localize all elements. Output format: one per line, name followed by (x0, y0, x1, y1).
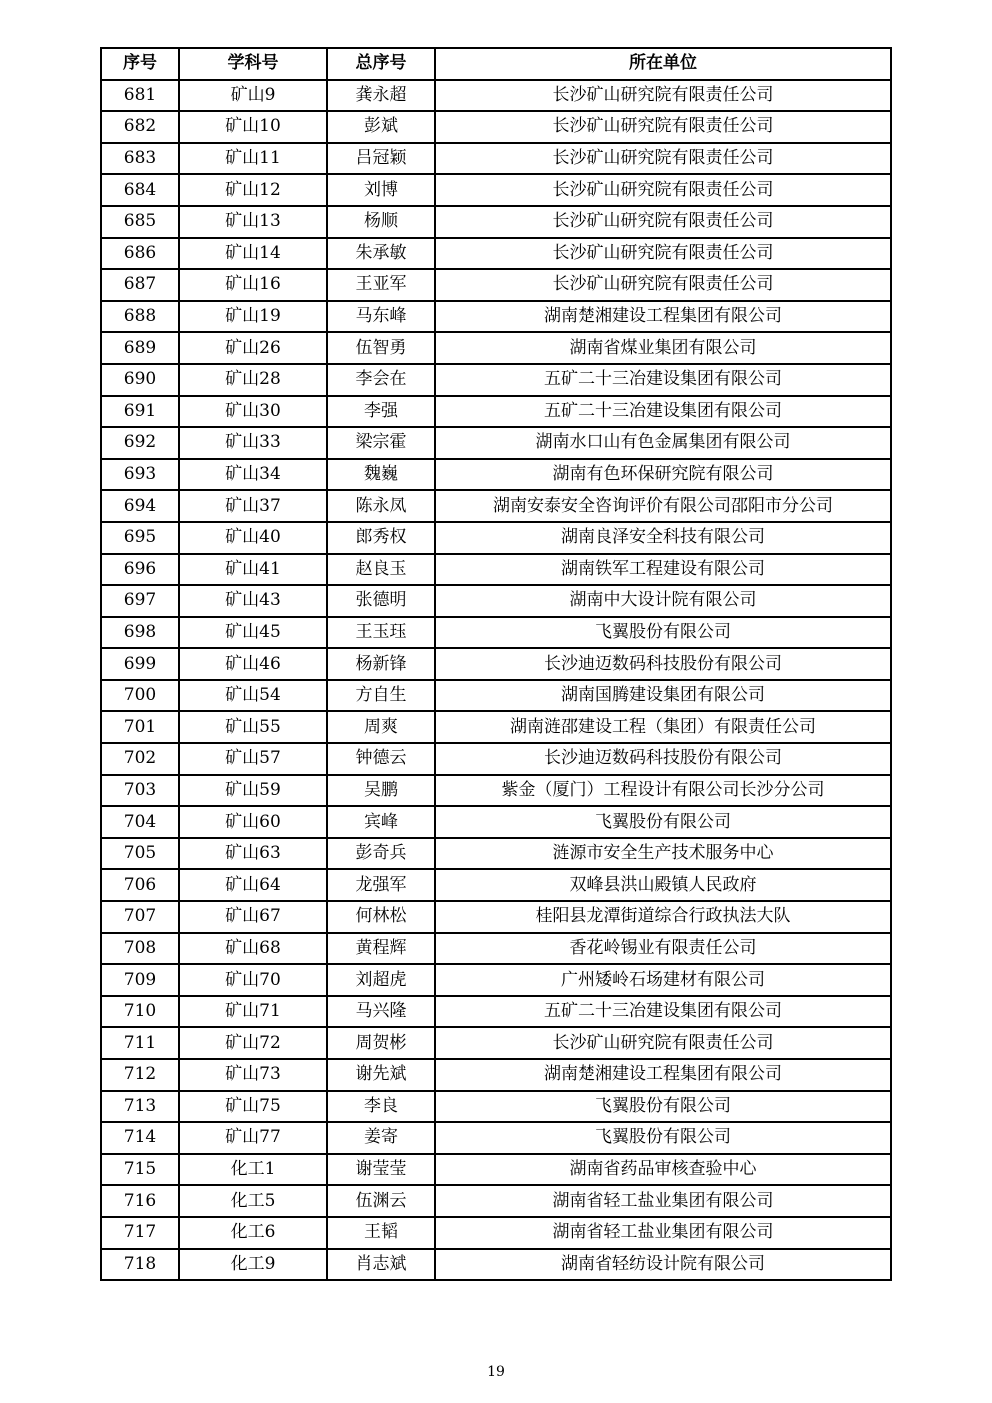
table-row (101, 869, 891, 901)
cell-subject-no: 矿山68 (179, 933, 327, 965)
cell-seq: 695 (101, 522, 179, 554)
cell-subject-no: 矿山73 (179, 1059, 327, 1091)
table-row (101, 775, 891, 807)
cell-subject-no: 矿山75 (179, 1091, 327, 1123)
table-row (101, 648, 891, 680)
cell-unit: 湖南国腾建设集团有限公司 (435, 680, 891, 712)
cell-name: 龚永超 (327, 80, 435, 112)
table-row (101, 680, 891, 712)
cell-seq: 704 (101, 806, 179, 838)
table-row (101, 1217, 891, 1249)
table-row (101, 364, 891, 396)
cell-subject-no: 矿山55 (179, 711, 327, 743)
cell-subject-no: 矿山11 (179, 143, 327, 175)
cell-seq: 699 (101, 648, 179, 680)
cell-unit: 湖南涟邵建设工程（集团）有限责任公司 (435, 711, 891, 743)
cell-seq: 702 (101, 743, 179, 775)
cell-name: 张德明 (327, 585, 435, 617)
cell-subject-no: 矿山57 (179, 743, 327, 775)
cell-name: 刘超虎 (327, 964, 435, 996)
header-subject-no: 学科号 (179, 48, 327, 80)
cell-seq: 698 (101, 617, 179, 649)
cell-seq: 718 (101, 1249, 179, 1281)
cell-seq: 696 (101, 554, 179, 586)
cell-unit: 长沙矿山研究院有限责任公司 (435, 111, 891, 143)
cell-subject-no: 矿山26 (179, 332, 327, 364)
cell-subject-no: 矿山41 (179, 554, 327, 586)
cell-unit: 长沙矿山研究院有限责任公司 (435, 238, 891, 270)
cell-seq: 705 (101, 838, 179, 870)
table-row (101, 1027, 891, 1059)
cell-unit: 湖南省轻工盐业集团有限公司 (435, 1185, 891, 1217)
table-row (101, 143, 891, 175)
cell-subject-no: 矿山40 (179, 522, 327, 554)
table-row (101, 711, 891, 743)
cell-seq: 701 (101, 711, 179, 743)
cell-unit: 飞翼股份有限公司 (435, 1091, 891, 1123)
cell-name: 李良 (327, 1091, 435, 1123)
cell-unit: 长沙矿山研究院有限责任公司 (435, 269, 891, 301)
cell-unit: 湖南省轻纺设计院有限公司 (435, 1249, 891, 1281)
cell-subject-no: 矿山19 (179, 301, 327, 333)
cell-name: 赵良玉 (327, 554, 435, 586)
table-row (101, 554, 891, 586)
cell-name: 方自生 (327, 680, 435, 712)
table-row (101, 396, 891, 428)
cell-name: 伍智勇 (327, 332, 435, 364)
cell-subject-no: 化工1 (179, 1154, 327, 1186)
cell-seq: 700 (101, 680, 179, 712)
cell-unit: 湖南中大设计院有限公司 (435, 585, 891, 617)
cell-unit: 五矿二十三冶建设集团有限公司 (435, 396, 891, 428)
cell-name: 朱承敏 (327, 238, 435, 270)
table-row (101, 522, 891, 554)
cell-subject-no: 矿山71 (179, 996, 327, 1028)
cell-subject-no: 矿山33 (179, 427, 327, 459)
cell-name: 杨新锋 (327, 648, 435, 680)
cell-seq: 712 (101, 1059, 179, 1091)
cell-unit: 五矿二十三冶建设集团有限公司 (435, 996, 891, 1028)
cell-seq: 694 (101, 490, 179, 522)
cell-subject-no: 矿山77 (179, 1122, 327, 1154)
cell-subject-no: 矿山37 (179, 490, 327, 522)
cell-unit: 广州矮岭石场建材有限公司 (435, 964, 891, 996)
header-unit: 所在单位 (435, 48, 891, 80)
cell-seq: 684 (101, 174, 179, 206)
table-row (101, 838, 891, 870)
table-row (101, 490, 891, 522)
cell-seq: 713 (101, 1091, 179, 1123)
cell-unit: 湖南有色环保研究院有限公司 (435, 459, 891, 491)
table-row (101, 933, 891, 965)
table-row (101, 427, 891, 459)
cell-name: 李强 (327, 396, 435, 428)
table-row (101, 206, 891, 238)
table-row (101, 996, 891, 1028)
cell-name: 何林松 (327, 901, 435, 933)
cell-unit: 长沙矿山研究院有限责任公司 (435, 143, 891, 175)
cell-name: 魏巍 (327, 459, 435, 491)
cell-unit: 湖南楚湘建设工程集团有限公司 (435, 1059, 891, 1091)
table-row (101, 332, 891, 364)
cell-unit: 飞翼股份有限公司 (435, 1122, 891, 1154)
cell-unit: 长沙矿山研究院有限责任公司 (435, 80, 891, 112)
cell-subject-no: 化工5 (179, 1185, 327, 1217)
cell-unit: 五矿二十三冶建设集团有限公司 (435, 364, 891, 396)
cell-unit: 湖南省煤业集团有限公司 (435, 332, 891, 364)
cell-name: 伍渊云 (327, 1185, 435, 1217)
cell-name: 姜寄 (327, 1122, 435, 1154)
cell-unit: 长沙迪迈数码科技股份有限公司 (435, 743, 891, 775)
personnel-table (100, 47, 892, 1281)
table-row (101, 1185, 891, 1217)
cell-subject-no: 矿山59 (179, 775, 327, 807)
cell-name: 谢先斌 (327, 1059, 435, 1091)
cell-subject-no: 矿山72 (179, 1027, 327, 1059)
cell-unit: 涟源市安全生产技术服务中心 (435, 838, 891, 870)
cell-name: 吴鹏 (327, 775, 435, 807)
cell-name: 李会在 (327, 364, 435, 396)
cell-name: 杨顺 (327, 206, 435, 238)
cell-subject-no: 矿山16 (179, 269, 327, 301)
cell-name: 龙强军 (327, 869, 435, 901)
cell-seq: 706 (101, 869, 179, 901)
table-row (101, 806, 891, 838)
cell-subject-no: 矿山64 (179, 869, 327, 901)
cell-seq: 689 (101, 332, 179, 364)
cell-seq: 686 (101, 238, 179, 270)
table-row (101, 901, 891, 933)
table-row (101, 1059, 891, 1091)
cell-seq: 709 (101, 964, 179, 996)
cell-seq: 711 (101, 1027, 179, 1059)
cell-unit: 湖南水口山有色金属集团有限公司 (435, 427, 891, 459)
cell-name: 王亚军 (327, 269, 435, 301)
cell-unit: 紫金（厦门）工程设计有限公司长沙分公司 (435, 775, 891, 807)
cell-subject-no: 矿山46 (179, 648, 327, 680)
table-row (101, 617, 891, 649)
cell-unit: 湖南省药品审核查验中心 (435, 1154, 891, 1186)
cell-subject-no: 矿山14 (179, 238, 327, 270)
cell-name: 彭奇兵 (327, 838, 435, 870)
cell-name: 黄程辉 (327, 933, 435, 965)
cell-seq: 681 (101, 80, 179, 112)
table-row (101, 1122, 891, 1154)
cell-unit: 长沙矿山研究院有限责任公司 (435, 1027, 891, 1059)
cell-unit: 长沙矿山研究院有限责任公司 (435, 206, 891, 238)
cell-name: 吕冠颖 (327, 143, 435, 175)
cell-seq: 716 (101, 1185, 179, 1217)
table-row (101, 964, 891, 996)
cell-seq: 707 (101, 901, 179, 933)
cell-name: 马东峰 (327, 301, 435, 333)
table-row (101, 269, 891, 301)
cell-subject-no: 矿山54 (179, 680, 327, 712)
cell-subject-no: 矿山10 (179, 111, 327, 143)
cell-subject-no: 矿山63 (179, 838, 327, 870)
table-row (101, 238, 891, 270)
cell-name: 肖志斌 (327, 1249, 435, 1281)
cell-seq: 703 (101, 775, 179, 807)
cell-unit: 长沙迪迈数码科技股份有限公司 (435, 648, 891, 680)
table-row (101, 459, 891, 491)
cell-subject-no: 矿山43 (179, 585, 327, 617)
cell-name: 谢莹莹 (327, 1154, 435, 1186)
header-seq: 序号 (101, 48, 179, 80)
cell-seq: 690 (101, 364, 179, 396)
cell-seq: 717 (101, 1217, 179, 1249)
cell-unit: 飞翼股份有限公司 (435, 806, 891, 838)
table-header-row (101, 48, 891, 80)
cell-unit: 湖南良泽安全科技有限公司 (435, 522, 891, 554)
cell-seq: 708 (101, 933, 179, 965)
table-row (101, 743, 891, 775)
cell-seq: 693 (101, 459, 179, 491)
cell-seq: 714 (101, 1122, 179, 1154)
cell-subject-no: 矿山67 (179, 901, 327, 933)
cell-subject-no: 化工6 (179, 1217, 327, 1249)
cell-subject-no: 矿山9 (179, 80, 327, 112)
cell-subject-no: 矿山28 (179, 364, 327, 396)
table-row (101, 1154, 891, 1186)
cell-unit: 湖南楚湘建设工程集团有限公司 (435, 301, 891, 333)
cell-seq: 691 (101, 396, 179, 428)
cell-seq: 687 (101, 269, 179, 301)
cell-unit: 双峰县洪山殿镇人民政府 (435, 869, 891, 901)
cell-subject-no: 矿山45 (179, 617, 327, 649)
cell-name: 钟德云 (327, 743, 435, 775)
cell-unit: 飞翼股份有限公司 (435, 617, 891, 649)
cell-name: 王玉珏 (327, 617, 435, 649)
table-row (101, 174, 891, 206)
cell-name: 刘博 (327, 174, 435, 206)
page-number: 19 (487, 1364, 505, 1380)
cell-subject-no: 化工9 (179, 1249, 327, 1281)
cell-name: 马兴隆 (327, 996, 435, 1028)
cell-seq: 683 (101, 143, 179, 175)
cell-subject-no: 矿山70 (179, 964, 327, 996)
cell-subject-no: 矿山34 (179, 459, 327, 491)
cell-name: 周贺彬 (327, 1027, 435, 1059)
cell-seq: 692 (101, 427, 179, 459)
table-row (101, 1091, 891, 1123)
cell-subject-no: 矿山30 (179, 396, 327, 428)
table-row (101, 1249, 891, 1281)
cell-name: 梁宗霍 (327, 427, 435, 459)
table-row (101, 301, 891, 333)
cell-name: 宾峰 (327, 806, 435, 838)
cell-seq: 682 (101, 111, 179, 143)
cell-unit: 湖南省轻工盐业集团有限公司 (435, 1217, 891, 1249)
header-total-no: 总序号 (327, 48, 435, 80)
cell-name: 王韬 (327, 1217, 435, 1249)
cell-subject-no: 矿山12 (179, 174, 327, 206)
cell-name: 彭斌 (327, 111, 435, 143)
cell-seq: 697 (101, 585, 179, 617)
table-body (101, 80, 891, 1281)
cell-unit: 湖南安泰安全咨询评价有限公司邵阳市分公司 (435, 490, 891, 522)
cell-seq: 688 (101, 301, 179, 333)
table-row (101, 585, 891, 617)
table-row (101, 111, 891, 143)
cell-unit: 湖南铁军工程建设有限公司 (435, 554, 891, 586)
cell-seq: 715 (101, 1154, 179, 1186)
cell-unit: 香花岭锡业有限责任公司 (435, 933, 891, 965)
cell-name: 郎秀权 (327, 522, 435, 554)
cell-unit: 长沙矿山研究院有限责任公司 (435, 174, 891, 206)
cell-name: 陈永凤 (327, 490, 435, 522)
cell-unit: 桂阳县龙潭街道综合行政执法大队 (435, 901, 891, 933)
cell-name: 周爽 (327, 711, 435, 743)
cell-seq: 710 (101, 996, 179, 1028)
cell-subject-no: 矿山13 (179, 206, 327, 238)
cell-subject-no: 矿山60 (179, 806, 327, 838)
cell-seq: 685 (101, 206, 179, 238)
table-row (101, 80, 891, 112)
